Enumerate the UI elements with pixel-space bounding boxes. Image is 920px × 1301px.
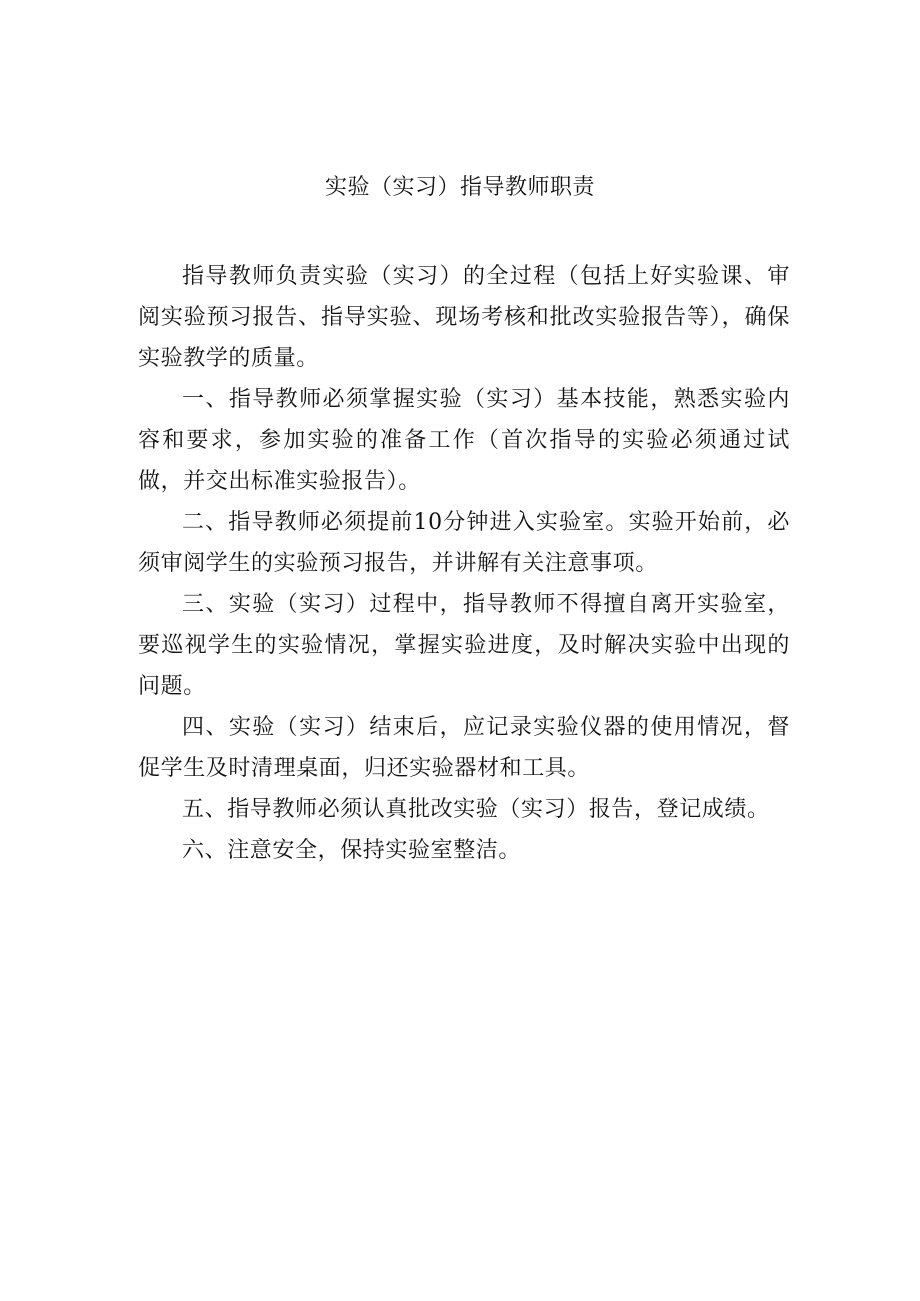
duty-item-1: 一、指导教师必须掌握实验（实习）基本技能，熟悉实验内容和要求，参加实验的准备工作（首次指导的实验必须通过试做，并交出标准实验报告）。 bbox=[138, 387, 790, 494]
intro-paragraph: 指导教师负责实验（实习）的全过程（包括上好实验课、审阅实验预习报告、指导实验、现场考核和批改实验报告等），确保实验教学的质量。 bbox=[138, 264, 790, 371]
duty-item-6: 六、注意安全，保持实验室整洁。 bbox=[182, 838, 522, 863]
document-body bbox=[138, 256, 790, 871]
duty-item-3: 三、实验（实习）过程中，指导教师不得擅自离开实验室，要巡视学生的实验情况，掌握实验进度，及时解决实验中出现的问题。 bbox=[138, 592, 790, 699]
duty-item-2: 二、指导教师必须提前10分钟进入实验室。实验开始前，必须审阅学生的实验预习报告，并讲解有关注意事项。 bbox=[138, 510, 790, 576]
duty-item-5: 五、指导教师必须认真批改实验（实习）报告，登记成绩。 bbox=[182, 797, 770, 822]
duty-item-4: 四、实验（实习）结束后，应记录实验仪器的使用情况，督促学生及时清理桌面，归还实验器材和工具。 bbox=[138, 715, 790, 781]
document-title: 实验（实习）指导教师职责 bbox=[324, 175, 595, 200]
